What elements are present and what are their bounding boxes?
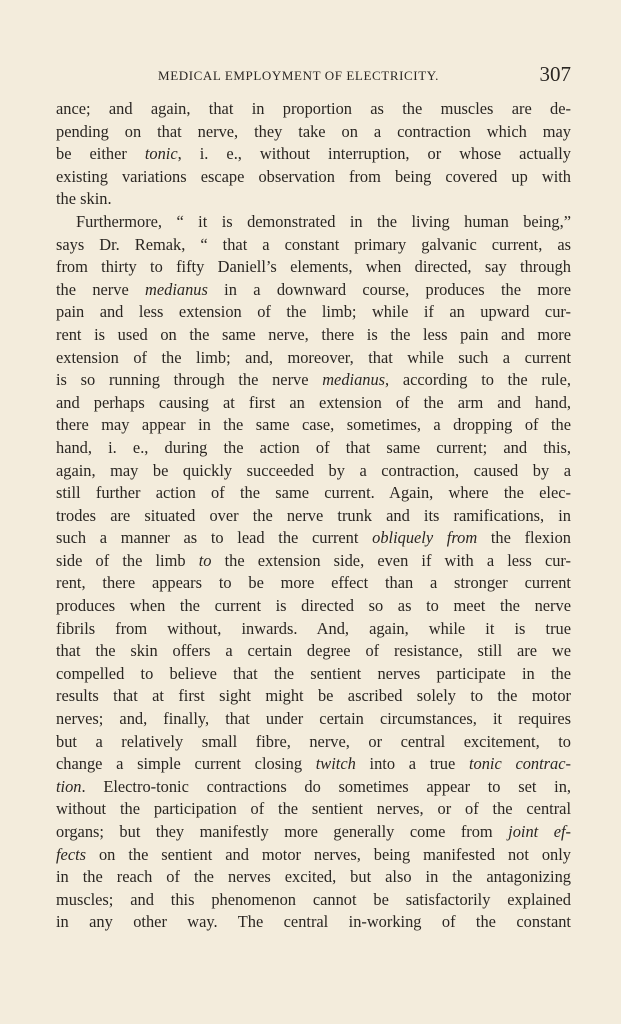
text-line: change a simple current closing twitch into a true tonic contrac- xyxy=(56,754,571,774)
italic-text: medianus xyxy=(145,279,208,299)
paragraph-2 xyxy=(56,211,571,934)
italic-text: tonic xyxy=(144,144,178,164)
text-line: still further action of the same current. Again, where the elec- xyxy=(56,483,571,503)
text-line: trodes are situated over the nerve trunk and its ramifications, in xyxy=(56,505,571,525)
text-line: be either tonic, i. e., without interruption, or whose actually xyxy=(56,144,571,164)
text-line: there may appear in the same case, sometimes, a dropping of the xyxy=(56,415,571,435)
text-line: in the reach of the nerves excited, but also in the antagonizing xyxy=(56,867,571,887)
text-line: pending on that nerve, they take on a contraction which may xyxy=(56,121,571,141)
text-line: organs; but they manifestly more generally come from joint ef- xyxy=(56,822,571,841)
italic-text: joint ef- xyxy=(508,822,571,841)
text-line: Furthermore, “ it is demonstrated in the living human being,” xyxy=(76,211,571,231)
text-line: rent, there appears to be more effect than a stronger current xyxy=(56,573,571,593)
text-line: and perhaps causing at first an extension of the arm and hand, xyxy=(56,392,571,412)
text-line: ance; and again, that in proportion as the muscles are de- xyxy=(56,99,571,118)
text-line: muscles; and this phenomenon cannot be satisfactorily explained xyxy=(56,889,571,909)
text-line: hand, i. e., during the action of that same current; and this, xyxy=(56,437,571,457)
italic-text: twitch xyxy=(315,754,356,774)
text-line: produces when the current is directed so as to meet the nerve xyxy=(56,596,571,616)
text-line: extension of the limb; and, moreover, that while such a current xyxy=(56,347,571,367)
text-line: without the participation of the sentient nerves, or of the central xyxy=(56,799,571,819)
text-line: side of the limb to the extension side, even if with a less cur- xyxy=(56,550,572,570)
text-line: tion. Electro-tonic contractions do sometimes appear to set in, xyxy=(56,776,571,796)
text-line: says Dr. Remak, “ that a constant primary galvanic current, as xyxy=(56,234,571,254)
text-line: in any other way. The central in-working of the constant xyxy=(56,912,571,932)
italic-text: tonic contrac- xyxy=(468,754,571,774)
text-line: existing variations escape observation from being covered up with xyxy=(56,166,571,186)
text-line: results that at first sight might be ascribed solely to the motor xyxy=(56,686,571,706)
running-head xyxy=(56,62,571,88)
text-line: the skin. xyxy=(56,189,112,209)
italic-text: obliquely from xyxy=(372,528,478,548)
italic-text: fects xyxy=(56,844,87,864)
text-line: that the skin offers a certain degree of resistance, still are we xyxy=(56,641,571,661)
italic-text: tion xyxy=(56,776,82,796)
text-line: fibrils from without, inwards. And, again, while it is true xyxy=(56,618,571,638)
text-line: the nerve medianus in a downward course, produces the more xyxy=(56,279,571,299)
italic-text: to xyxy=(198,550,212,570)
text-line: again, may be quickly succeeded by a contraction, caused by a xyxy=(56,460,571,480)
paragraph-1 xyxy=(56,98,571,211)
text-line: from thirty to fifty Daniell’s elements, when directed, say through xyxy=(56,257,571,277)
text-line: fects on the sentient and motor nerves, being manifested not only xyxy=(56,844,571,864)
text-line: rent is used on the same nerve, there is the less pain and more xyxy=(56,324,571,344)
text-line: compelled to believe that the sentient nerves participate in the xyxy=(56,663,571,683)
text-line: nerves; and, finally, that under certain circumstances, it requires xyxy=(56,709,571,729)
text-line: but a relatively small fibre, nerve, or central excitement, to xyxy=(56,731,571,751)
text-line: pain and less extension of the limb; while if an upward cur- xyxy=(56,302,571,322)
body-text xyxy=(56,98,571,934)
page-number: 307 xyxy=(539,62,571,86)
text-line: such a manner as to lead the current obliquely from the flexion xyxy=(56,528,572,548)
text-line: is so running through the nerve medianus, according to the rule, xyxy=(56,370,571,390)
italic-text: medianus xyxy=(322,370,386,390)
running-title: MEDICAL EMPLOYMENT OF ELECTRICITY. xyxy=(158,68,439,83)
